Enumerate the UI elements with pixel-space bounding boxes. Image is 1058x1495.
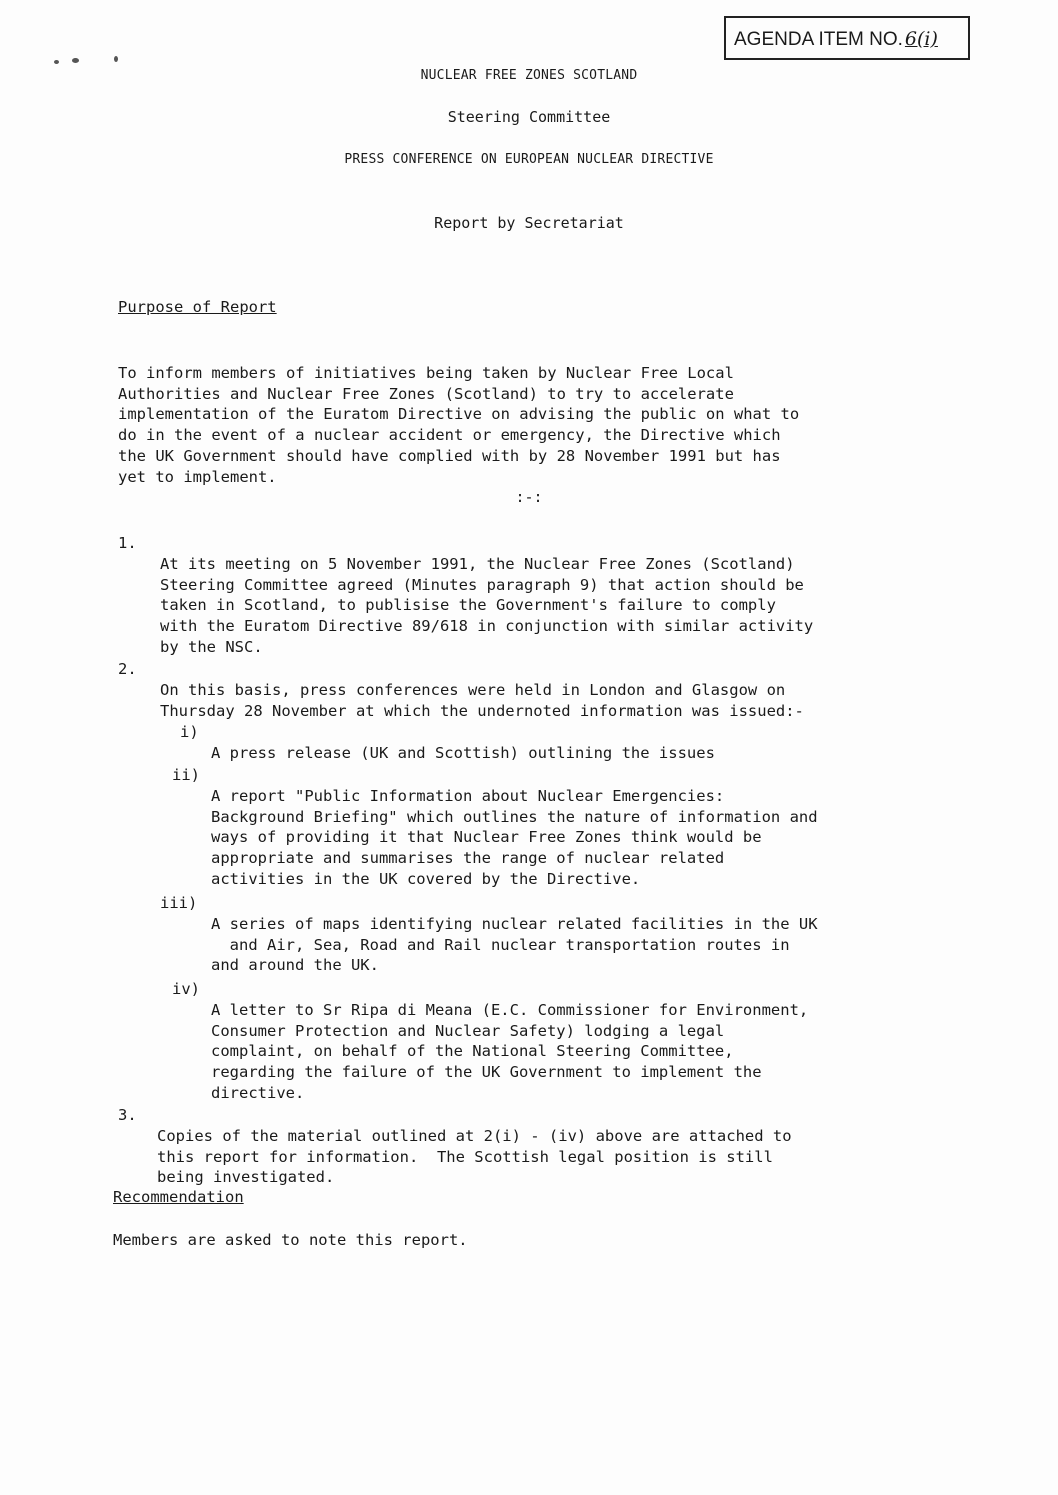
list-item-line: activities in the UK covered by the Directive. — [211, 869, 641, 888]
agenda-item-stamp — [724, 16, 970, 60]
organisation-heading: NUCLEAR FREE ZONES SCOTLAND — [420, 68, 638, 83]
agenda-item-label: AGENDA ITEM NO. — [734, 29, 903, 50]
paragraph-number: 2. — [118, 660, 137, 678]
list-item-line: A letter to Sr Ripa di Meana (E.C. Commissioner for Environment, — [211, 1000, 809, 1019]
list-item-line: appropriate and summarises the range of nuclear related — [211, 849, 725, 868]
list-item-line: complaint, on behalf of the National Steering Committee, — [211, 1042, 734, 1061]
list-item-line: ways of providing it that Nuclear Free Zones think would be — [211, 828, 762, 847]
list-item-line: regarding the failure of the UK Government to implement the — [211, 1063, 762, 1082]
document-title: PRESS CONFERENCE ON EUROPEAN NUCLEAR DIRECTIVE — [344, 152, 714, 167]
purpose-line: Authorities and Nuclear Free Zones (Scotland) to try to accelerate — [118, 384, 734, 403]
paragraph-line: being investigated. — [157, 1168, 335, 1187]
list-item-iv — [211, 979, 808, 1104]
agenda-item-number: 6(i) — [904, 28, 938, 50]
list-item-line: Background Briefing" which outlines the nature of information and — [211, 807, 818, 826]
list-item-i — [211, 722, 715, 764]
purpose-line: the UK Government should have complied with by 28 November 1991 but has — [118, 446, 781, 465]
list-item-ii — [211, 765, 818, 890]
scan-speck — [72, 58, 79, 63]
paragraph-line: At its meeting on 5 November 1991, the Nuclear Free Zones (Scotland) — [160, 554, 795, 573]
list-item-line: Consumer Protection and Nuclear Safety) lodging a legal — [211, 1021, 725, 1040]
scan-speck — [54, 60, 59, 64]
recommendation-heading: Recommendation — [113, 1188, 244, 1206]
list-item-line: A series of maps identifying nuclear related facilities in the UK — [211, 914, 818, 933]
committee-heading: Steering Committee — [447, 108, 611, 126]
list-item-marker: iv) — [172, 980, 200, 998]
paragraph-1 — [160, 533, 813, 658]
paragraph-line: by the NSC. — [160, 637, 263, 656]
purpose-paragraph — [118, 342, 799, 488]
paragraph-number: 3. — [118, 1106, 137, 1124]
document-subtitle: Report by Secretariat — [434, 214, 624, 232]
paragraph-number: 1. — [118, 534, 137, 552]
paragraph-line: with the Euratom Directive 89/618 in conjunction with similar activity — [160, 617, 814, 636]
purpose-line: To inform members of initiatives being taken by Nuclear Free Local — [118, 363, 734, 382]
paragraph-2 — [160, 659, 804, 721]
list-item-marker: ii) — [172, 766, 200, 784]
section-separator: :-: — [515, 488, 543, 506]
paragraph-line: taken in Scotland, to publisise the Government's failure to comply — [160, 596, 776, 615]
paragraph-line: On this basis, press conferences were held in London and Glasgow on — [160, 680, 786, 699]
paragraph-line: Copies of the material outlined at 2(i) - (iv) above are attached to — [157, 1126, 792, 1145]
list-item-line: A press release (UK and Scottish) outlining the issues — [211, 743, 715, 762]
paragraph-line: this report for information. The Scottish legal position is still — [157, 1147, 773, 1166]
paragraph-line: Steering Committee agreed (Minutes paragraph 9) that action should be — [160, 575, 804, 594]
list-item-line: and Air, Sea, Road and Rail nuclear transportation routes in — [211, 935, 790, 954]
paragraph-line: Thursday 28 November at which the undernoted information was issued:- — [160, 701, 804, 720]
list-item-line: and around the UK. — [211, 956, 379, 975]
scan-speck — [114, 56, 118, 62]
purpose-line: do in the event of a nuclear accident or emergency, the Directive which — [118, 426, 781, 445]
list-item-marker: iii) — [160, 894, 198, 912]
recommendation-text: Members are asked to note this report. — [113, 1231, 468, 1249]
list-item-marker: i) — [180, 723, 199, 741]
list-item-line: directive. — [211, 1083, 305, 1102]
list-item-iii — [211, 893, 818, 976]
purpose-line: implementation of the Euratom Directive on advising the public on what to — [118, 405, 800, 424]
purpose-heading: Purpose of Report — [118, 298, 277, 316]
list-item-line: A report "Public Information about Nuclear Emergencies: — [211, 786, 725, 805]
purpose-line: yet to implement. — [118, 467, 277, 486]
paragraph-3 — [157, 1105, 792, 1188]
